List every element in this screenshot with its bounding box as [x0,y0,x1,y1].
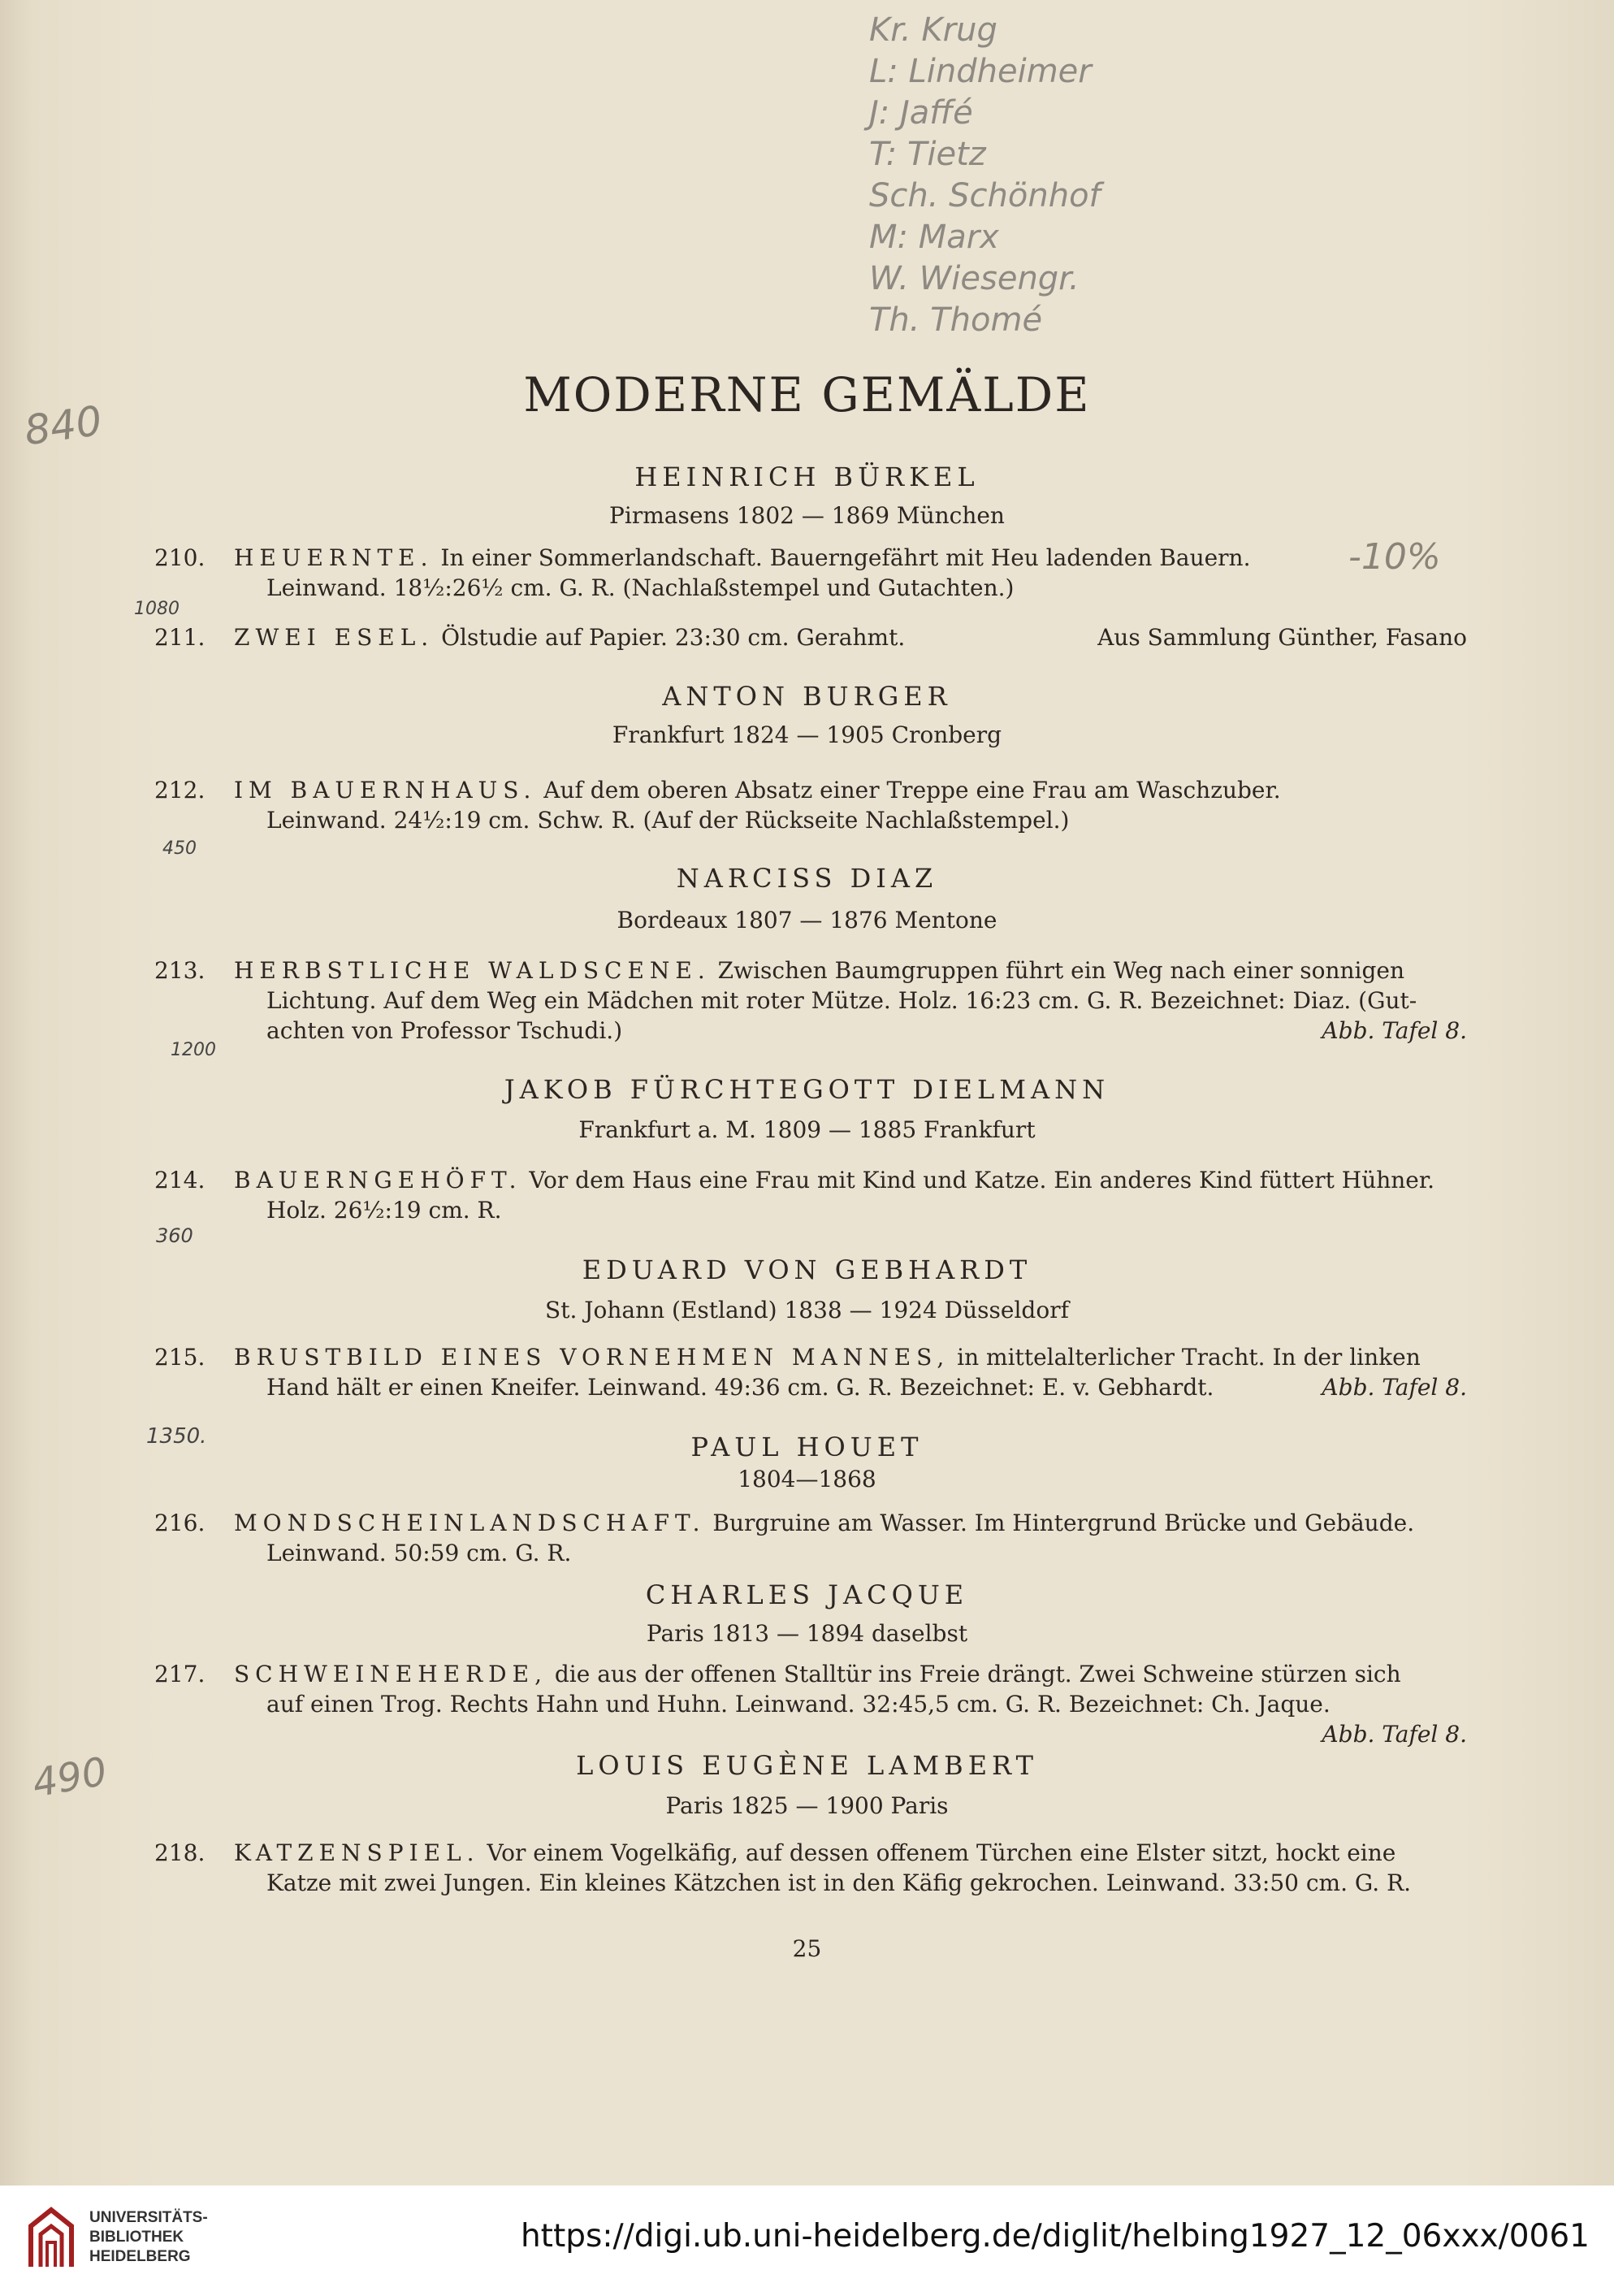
margin-note: -10% [1348,536,1441,578]
lot-text: Auf dem oberen Absatz einer Treppe eine Frau am Waschzuber. [536,777,1281,804]
lot-details: Katze mit zwei Jungen. Ein kleines Kätzchen ist in den Käfig gekrochen. Leinwand. 33:50 cm. G. R. [266,1869,1412,1896]
lot-details-line: Hand hält er einen Kneifer. Leinwand. 49:36 cm. G. R. Bezeichnet: E. v. Gebhardt. [266,1374,1214,1401]
lot-text: in mittelalterlicher Tracht. In der linken [950,1344,1421,1371]
artist-name: NARCISS DIAZ [676,863,938,894]
lot-number: 210. [154,544,206,571]
lot-number: 212. [154,777,206,804]
lot-215 [154,1342,1467,1402]
artist-name: EDUARD VON GEBHARDT [582,1254,1032,1285]
lot-title: BRUSTBILD EINES VORNEHMEN MANNES, [234,1344,950,1371]
margin-note: 1080 [134,599,180,619]
lot-title: KATZENSPIEL. [234,1839,480,1866]
artist-life: Paris 1825 — 1900 Paris [665,1792,949,1819]
artist-life: Frankfurt 1824 — 1905 Cronberg [612,721,1002,748]
margin-note: 360 [156,1224,193,1247]
lot-title: ZWEI ESEL. [234,624,435,651]
lot-211 [154,622,1467,652]
pencil-buyer-list [869,10,1101,341]
margin-note: 1200 [171,1040,216,1060]
pencil-note: M: Marx [869,219,999,256]
artist-life: Pirmasens 1802 — 1869 München [609,502,1005,529]
lot-text: Zwischen Baumgruppen führt ein Weg nach einer sonnigen [710,957,1405,984]
pencil-note: L: Lindheimer [869,53,1092,90]
lot-title: SCHWEINEHERDE, [234,1661,547,1687]
lot-210 [154,543,1467,603]
lot-details: Leinwand. 18½:26½ cm. G. R. (Nachlaßstempel und Gutachten.) [266,574,1015,601]
plate-reference: Abb. Tafel 8. [1322,1017,1467,1044]
library-name-line: BIBLIOTHEK [89,2229,184,2246]
library-name-line: UNIVERSITÄTS- [89,2209,208,2226]
lot-number: 214. [154,1167,206,1193]
lot-provenance: Aus Sammlung Günther, Fasano [1097,624,1467,651]
library-name [89,2208,208,2267]
pencil-note: Kr. Krug [869,11,997,49]
lot-title: HERBSTLICHE WALDSCENE. [234,957,711,984]
artist-name: ANTON BURGER [662,681,952,712]
margin-note: 840 [21,396,106,455]
lot-text: Vor dem Haus eine Frau mit Kind und Katze. Ein anderes Kind füttert Hühner. [521,1167,1435,1193]
lot-number: 217. [154,1661,206,1687]
lot-text: die aus der offenen Stalltür ins Freie drängt. Zwei Schweine stürzen sich [547,1661,1401,1687]
lot-number: 211. [154,624,206,651]
margin-note: 450 [162,838,197,859]
lot-details: Lichtung. Auf dem Weg ein Mädchen mit roter Mütze. Holz. 16:23 cm. G. R. Bezeichnet: Diaz. (Gut- [266,987,1417,1014]
lot-details: auf einen Trog. Rechts Hahn und Huhn. Leinwand. 32:45,5 cm. G. R. Bezeichnet: Ch. Jaque. [266,1691,1331,1718]
lot-title: BAUERNGEHÖFT. [234,1167,522,1193]
footer-bar [0,2186,1614,2296]
page-title: MODERNE GEMÄLDE [523,367,1091,422]
lot-number: 213. [154,957,206,984]
artist-name: PAUL HOUET [690,1432,924,1462]
plate-reference: Abb. Tafel 8. [1322,1721,1467,1748]
lot-text: Burgruine am Wasser. Im Hintergrund Brücke und Gebäude. [705,1510,1415,1536]
lot-title: IM BAUERNHAUS. [234,777,537,804]
lot-details [234,1372,1467,1402]
pencil-note: T: Tietz [869,136,986,173]
pencil-note: Sch. Schönhof [869,177,1101,214]
lot-details: Holz. 26½:19 cm. R. [266,1197,502,1224]
lot-details-line: achten von Professor Tschudi.) [266,1017,623,1044]
pencil-note: Th. Thomé [869,301,1043,339]
pencil-note: J: Jaffé [869,94,973,132]
lot-213 [154,955,1467,1046]
lot-title: MONDSCHEINLANDSCHAFT. [234,1510,706,1536]
lot-number: 216. [154,1510,206,1536]
margin-note: 1350. [146,1424,207,1449]
lot-text: Ölstudie auf Papier. 23:30 cm. Gerahmt. [434,624,906,651]
page-number: 25 [792,1935,822,1962]
lot-212 [154,775,1467,835]
lot-216 [154,1508,1467,1568]
lot-number: 218. [154,1839,206,1866]
artist-life: St. Johann (Estland) 1838 — 1924 Düsseldorf [545,1297,1069,1323]
artist-life: Paris 1813 — 1894 daselbst [646,1620,968,1647]
lot-text: Vor einem Vogelkäfig, auf dessen offenem Türchen eine Elster sitzt, hockt eine [479,1839,1396,1866]
lot-details [234,1016,1467,1046]
artist-name: JAKOB FÜRCHTEGOTT DIELMANN [504,1074,1110,1105]
library-logo-icon [23,2202,80,2277]
artist-life: Frankfurt a. M. 1809 — 1885 Frankfurt [578,1116,1036,1143]
lot-218 [154,1838,1467,1898]
lot-title: HEUERNTE. [234,544,434,571]
margin-note: 490 [28,1748,110,1807]
lot-217 [154,1659,1467,1749]
lot-214 [154,1165,1467,1225]
plate-reference: Abb. Tafel 8. [1322,1374,1467,1401]
lot-number: 215. [154,1344,206,1371]
artist-name: LOUIS EUGÈNE LAMBERT [576,1750,1038,1781]
lot-text: In einer Sommerlandschaft. Bauerngefährt mit Heu ladenden Bauern. [433,544,1251,571]
lot-details: Leinwand. 50:59 cm. G. R. [266,1540,572,1566]
library-name-line: HEIDELBERG [89,2248,191,2265]
artist-name: HEINRICH BÜRKEL [634,461,980,492]
artist-name: CHARLES JACQUE [645,1579,969,1610]
lot-details: Leinwand. 24½:19 cm. Schw. R. (Auf der Rückseite Nachlaßstempel.) [266,807,1070,834]
pencil-note: W. Wiesengr. [869,260,1080,297]
artist-life: Bordeaux 1807 — 1876 Mentone [617,907,997,934]
artist-life: 1804—1868 [738,1466,876,1492]
source-url[interactable]: https://digi.ub.uni-heidelberg.de/diglit/helbing1927_12_06xxx/0061 [520,2218,1590,2255]
